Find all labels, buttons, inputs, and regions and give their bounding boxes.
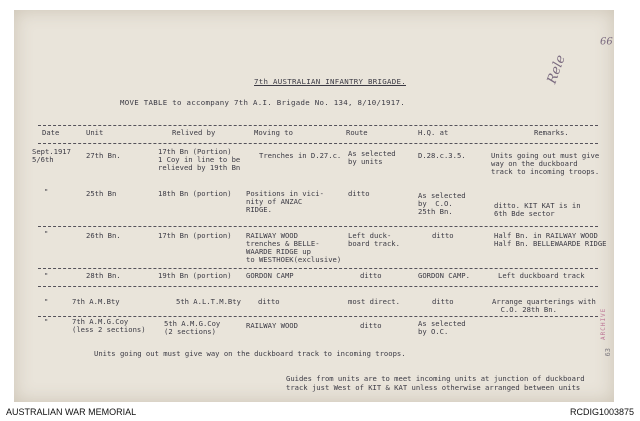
table-row-relieved: 5th A.L.T.M.Bty [176,297,241,306]
table-row-date: " [44,187,49,196]
row-separator [38,286,598,287]
table-row-unit: 28th Bn. [86,271,121,280]
table-row-moving: Positions in vici- nity of ANZAC RIDGE. [246,189,324,214]
side-page-number: 63 [604,348,612,357]
table-row-route: Left duck- board track. [348,231,400,248]
table-row-moving: ditto [258,297,280,306]
document-title: 7th AUSTRALIAN INFANTRY BRIGADE. [254,77,406,86]
table-row-moving: RAILWAY WOOD trenches & BELLE- WAARDE RIDGE up to WESTHOEK(exclusive) [246,231,342,264]
handwritten-annotation: Rele [544,53,569,86]
table-row-remarks: Left duckboard track [498,271,585,280]
col-header-unit: Unit [86,128,104,137]
table-row-route: As selected by units [348,149,396,166]
table-row-date: Sept.1917 5/6th [32,147,71,164]
table-row-moving: GORDON CAMP [246,271,294,280]
col-header-relieved: Relived by [172,128,216,137]
table-row-moving: RAILWAY WOOD [246,321,298,330]
table-row-route: ditto [360,271,382,280]
table-row-unit: 25th Bn [86,189,117,198]
table-row-date: " [44,317,49,326]
col-header-hq: H.Q. at [418,128,449,137]
table-row-hq: GORDON CAMP. [418,271,470,280]
table-row-route: ditto [348,189,370,198]
table-row-hq: ditto [432,231,454,240]
table-row-route: most direct. [348,297,400,306]
col-header-remarks: Remarks. [534,128,569,137]
table-row-remarks: Arrange quarterings with C.O. 28th Bn. [492,297,596,314]
page-corner-number: 99 [600,34,613,45]
row-separator [38,268,598,269]
table-row-unit: 26th Bn. [86,231,121,240]
footer-record-id: RCDIG1003875 [569,407,634,417]
table-row-unit: 7th A.M.Bty [72,297,120,306]
table-row-date: " [44,297,49,306]
col-header-moving: Moving to [254,128,293,137]
table-row-relieved: 17th Bn (portion) [158,231,232,240]
archive-stamp: ARCHIVE [600,307,607,340]
table-row-relieved: 17th Bn (Portion) 1 Coy in line to be relieved by 19th Bn [158,147,241,172]
table-row-hq: D.28.c.3.5. [418,151,466,160]
note-line: Units going out must give way on the duckboard track to incoming troops. [94,349,406,358]
note-line: Guides from units are to meet incoming units at junction of duckboard [286,374,585,383]
table-row-remarks: Half Bn. in RAILWAY WOOD Half Bn. BELLEWAARDE RIDGE [494,231,607,248]
col-header-route: Route [346,128,368,137]
row-separator [38,226,598,227]
header-bottom-rule [38,143,598,144]
document-page [14,10,614,402]
table-row-remarks: ditto. KIT KAT is in 6th Bde sector [494,201,581,218]
note-line: track just West of KIT & KAT unless otherwise arranged between units [286,383,581,392]
table-row-unit: 7th A.M.G.Coy (less 2 sections) [72,317,146,334]
table-row-date: " [44,271,49,280]
document-subtitle: MOVE TABLE to accompany 7th A.I. Brigade No. 134, 8/10/1917. [120,98,405,107]
header-top-rule [38,125,598,126]
table-row-remarks: Units going out must give way on the duckboard track to incoming troops. [491,151,600,176]
table-row-moving: Trenches in D.27.c. [259,151,342,160]
table-row-hq: As selected by C.O. 25th Bn. [418,191,466,216]
table-row-hq: As selected by O.C. [418,319,466,336]
col-header-date: Date [42,128,60,137]
table-row-route: ditto [360,321,382,330]
table-row-relieved: 18th Bn (portion) [158,189,232,198]
footer-institution: AUSTRALIAN WAR MEMORIAL [6,407,137,417]
table-row-date: " [44,229,49,238]
table-row-relieved: 5th A.M.G.Coy (2 sections) [164,319,221,336]
table-row-relieved: 19th Bn (portion) [158,271,232,280]
table-row-unit: 27th Bn. [86,151,121,160]
table-row-hq: ditto [432,297,454,306]
